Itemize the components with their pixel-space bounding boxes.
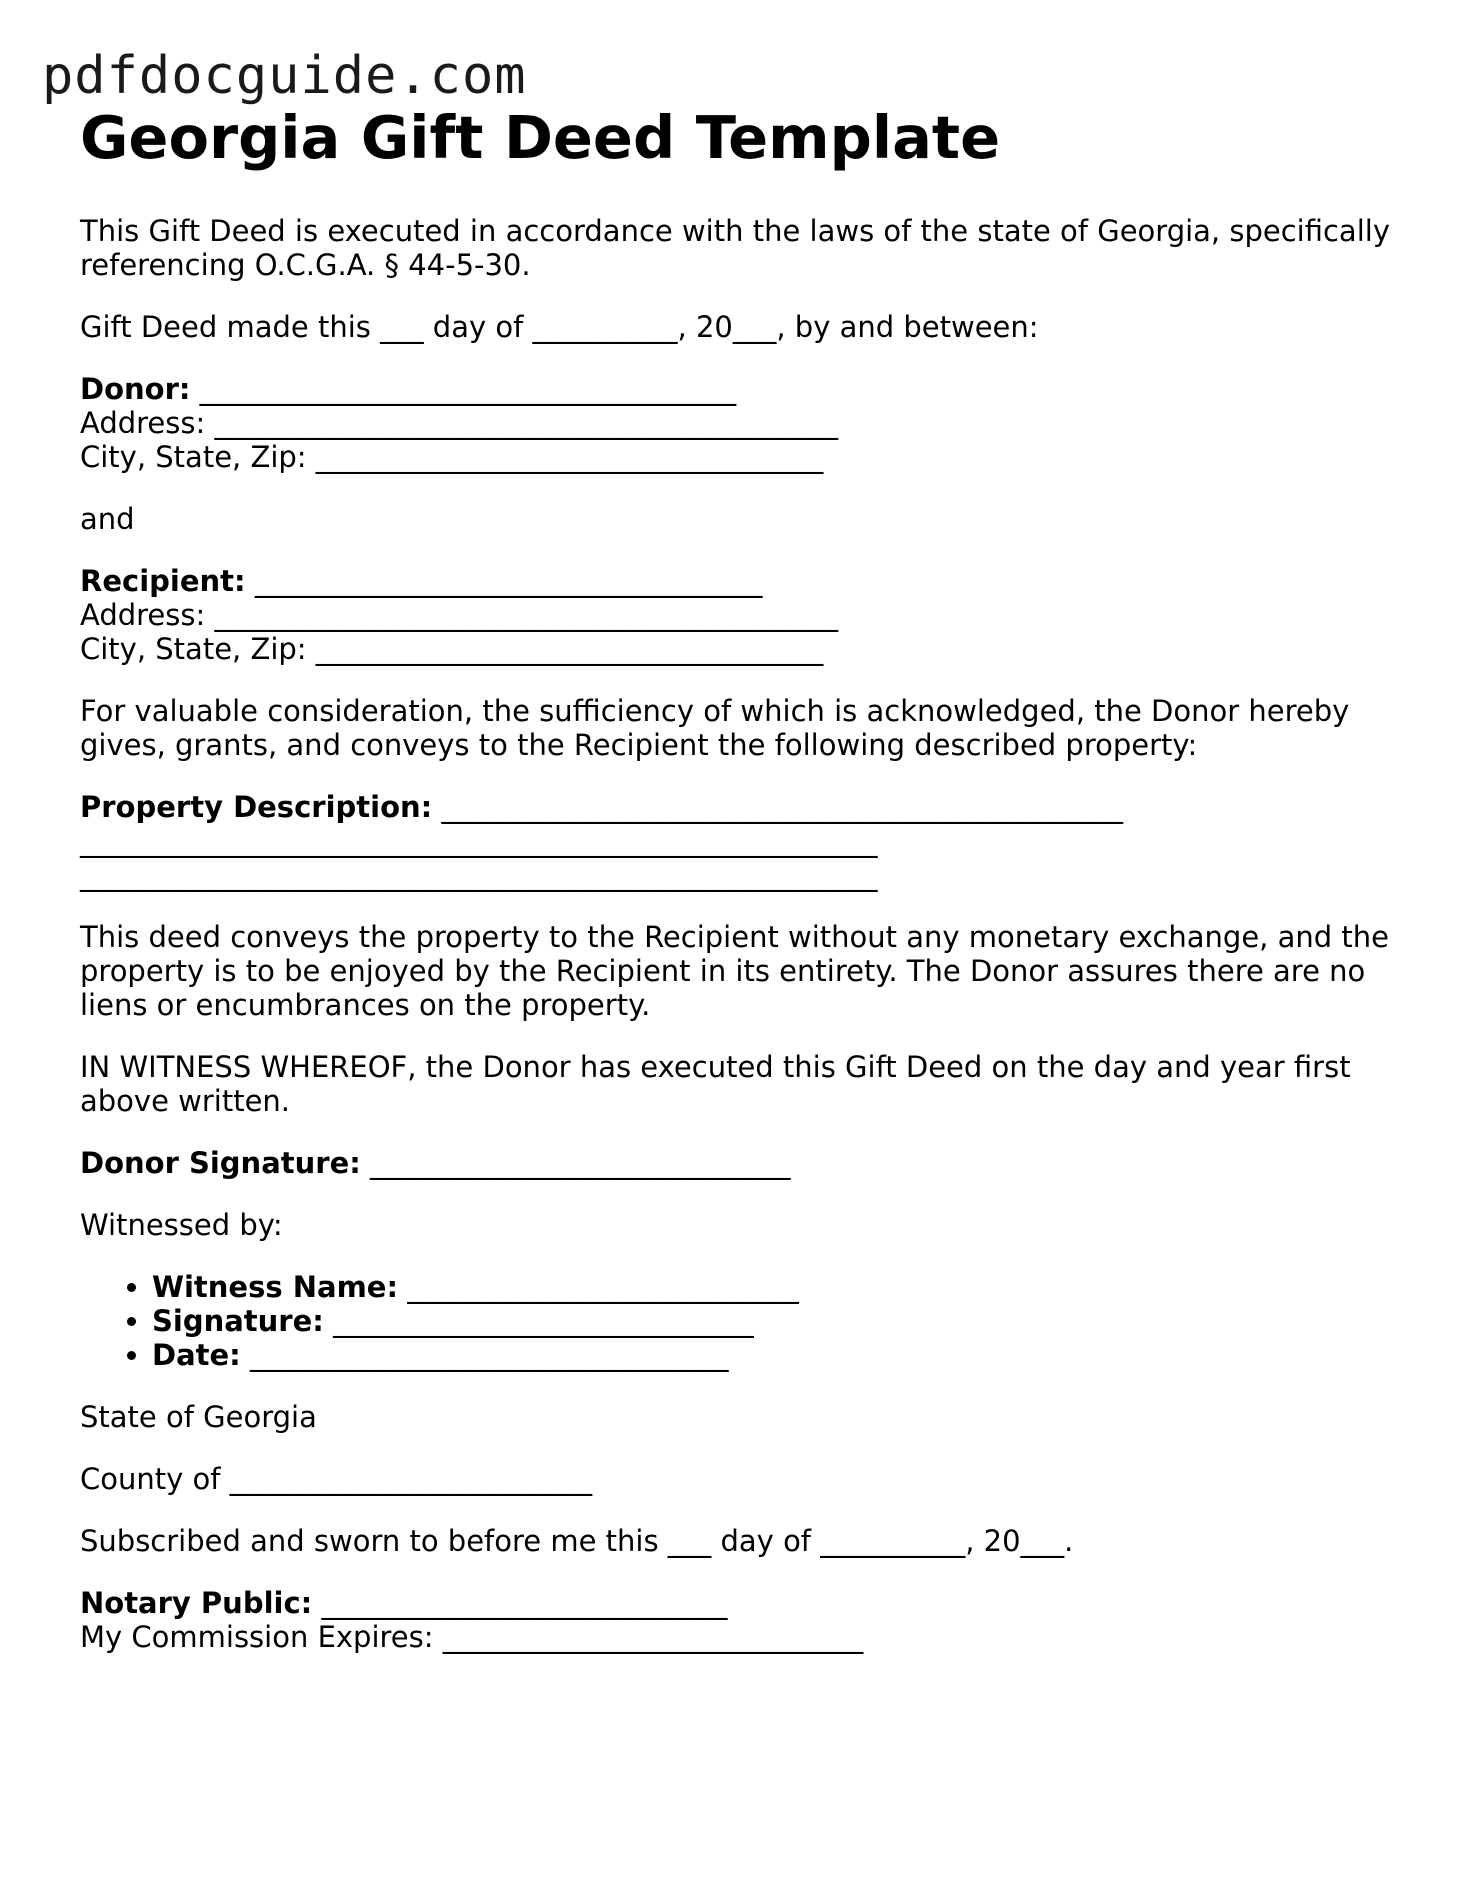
notary-field: [80, 1586, 1400, 1620]
notary-block: [80, 1586, 1400, 1654]
conveys-paragraph: [80, 920, 1400, 1022]
witness-whereof-line-1: IN WITNESS WHEREOF, the Donor has executed this Gift Deed on the day and year first: [80, 1050, 1351, 1084]
list-item: [152, 1270, 1400, 1304]
intro-paragraph: [80, 214, 1400, 282]
subscribed-line: Subscribed and sworn to before me this ___ day of __________, 20___.: [80, 1524, 1074, 1558]
conveys-line-2: property is to be enjoyed by the Recipient in its entirety. The Donor assures there are no: [80, 954, 1366, 988]
county-paragraph: [80, 1462, 1400, 1496]
donor-address-field: Address: ___________________________________________: [80, 406, 838, 440]
donor-blank: _____________________________________: [190, 372, 737, 406]
state-paragraph: [80, 1400, 1400, 1434]
property-blank-3: _______________________________________________________: [80, 858, 878, 892]
consideration-line-1: For valuable consideration, the sufficiency of which is acknowledged, the Donor hereby: [80, 694, 1350, 728]
and-text: and: [80, 502, 135, 536]
witness-date-blank: _________________________________: [240, 1338, 729, 1372]
recipient-block: [80, 564, 1400, 666]
donor-signature-label: Donor Signature:: [80, 1146, 361, 1180]
witness-name-blank: ___________________________: [398, 1270, 799, 1304]
donor-field: [80, 372, 1400, 406]
witness-list: [80, 1270, 1400, 1372]
commission-field: My Commission Expires: _____________________________: [80, 1620, 864, 1654]
property-blank-1: _______________________________________________: [432, 790, 1123, 824]
consideration-line-2: gives, grants, and conveys to the Recipient the following described property:: [80, 728, 1198, 762]
recipient-address-field: Address: ___________________________________________: [80, 598, 838, 632]
list-item: [152, 1304, 1400, 1338]
document-title: Georgia Gift Deed Template: [80, 103, 1001, 172]
conveys-line-1: This deed conveys the property to the Recipient without any monetary exchange, and the: [80, 920, 1389, 954]
conveys-line-3: liens or encumbrances on the property.: [80, 988, 651, 1022]
property-block: [80, 790, 1400, 892]
witness-whereof-paragraph: [80, 1050, 1400, 1118]
document-body: [80, 100, 1400, 1682]
made-this-paragraph: [80, 310, 1400, 344]
intro-line-1: This Gift Deed is executed in accordance with the laws of the state of Georgia, specifically: [80, 214, 1390, 248]
list-item: [152, 1338, 1400, 1372]
witness-whereof-line-2: above written.: [80, 1084, 291, 1118]
intro-line-2: referencing O.C.G.A. § 44-5-30.: [80, 248, 531, 282]
recipient-city-field: City, State, Zip: ___________________________________: [80, 632, 824, 666]
donor-block: [80, 372, 1400, 474]
witness-name-label: Witness Name:: [152, 1270, 399, 1304]
property-blank-2: _______________________________________________________: [80, 824, 878, 858]
recipient-field: [80, 564, 1400, 598]
subscribed-paragraph: [80, 1524, 1400, 1558]
witness-signature-label: Signature:: [152, 1304, 324, 1338]
state-text: State of Georgia: [80, 1400, 317, 1434]
and-paragraph: [80, 502, 1400, 536]
watermark: pdfdocguide.com: [42, 46, 527, 106]
donor-signature-field: [80, 1146, 1400, 1180]
county-field: County of _________________________: [80, 1462, 593, 1496]
recipient-blank: ___________________________________: [245, 564, 763, 598]
consideration-paragraph: [80, 694, 1400, 762]
donor-signature-blank: _____________________________: [360, 1146, 791, 1180]
donor-label: Donor:: [80, 372, 191, 406]
property-field: [80, 790, 1400, 824]
property-label: Property Description:: [80, 790, 433, 824]
donor-city-field: City, State, Zip: ___________________________________: [80, 440, 824, 474]
witness-signature-blank: _____________________________: [323, 1304, 754, 1338]
witnessed-by-paragraph: [80, 1208, 1400, 1242]
notary-blank: ____________________________: [312, 1586, 728, 1620]
witness-date-label: Date:: [152, 1338, 241, 1372]
donor-signature-block: [80, 1146, 1400, 1180]
made-this-line: Gift Deed made this ___ day of __________, 20___, by and between:: [80, 310, 1039, 344]
witnessed-by-text: Witnessed by:: [80, 1208, 283, 1242]
notary-label: Notary Public:: [80, 1586, 313, 1620]
recipient-label: Recipient:: [80, 564, 246, 598]
